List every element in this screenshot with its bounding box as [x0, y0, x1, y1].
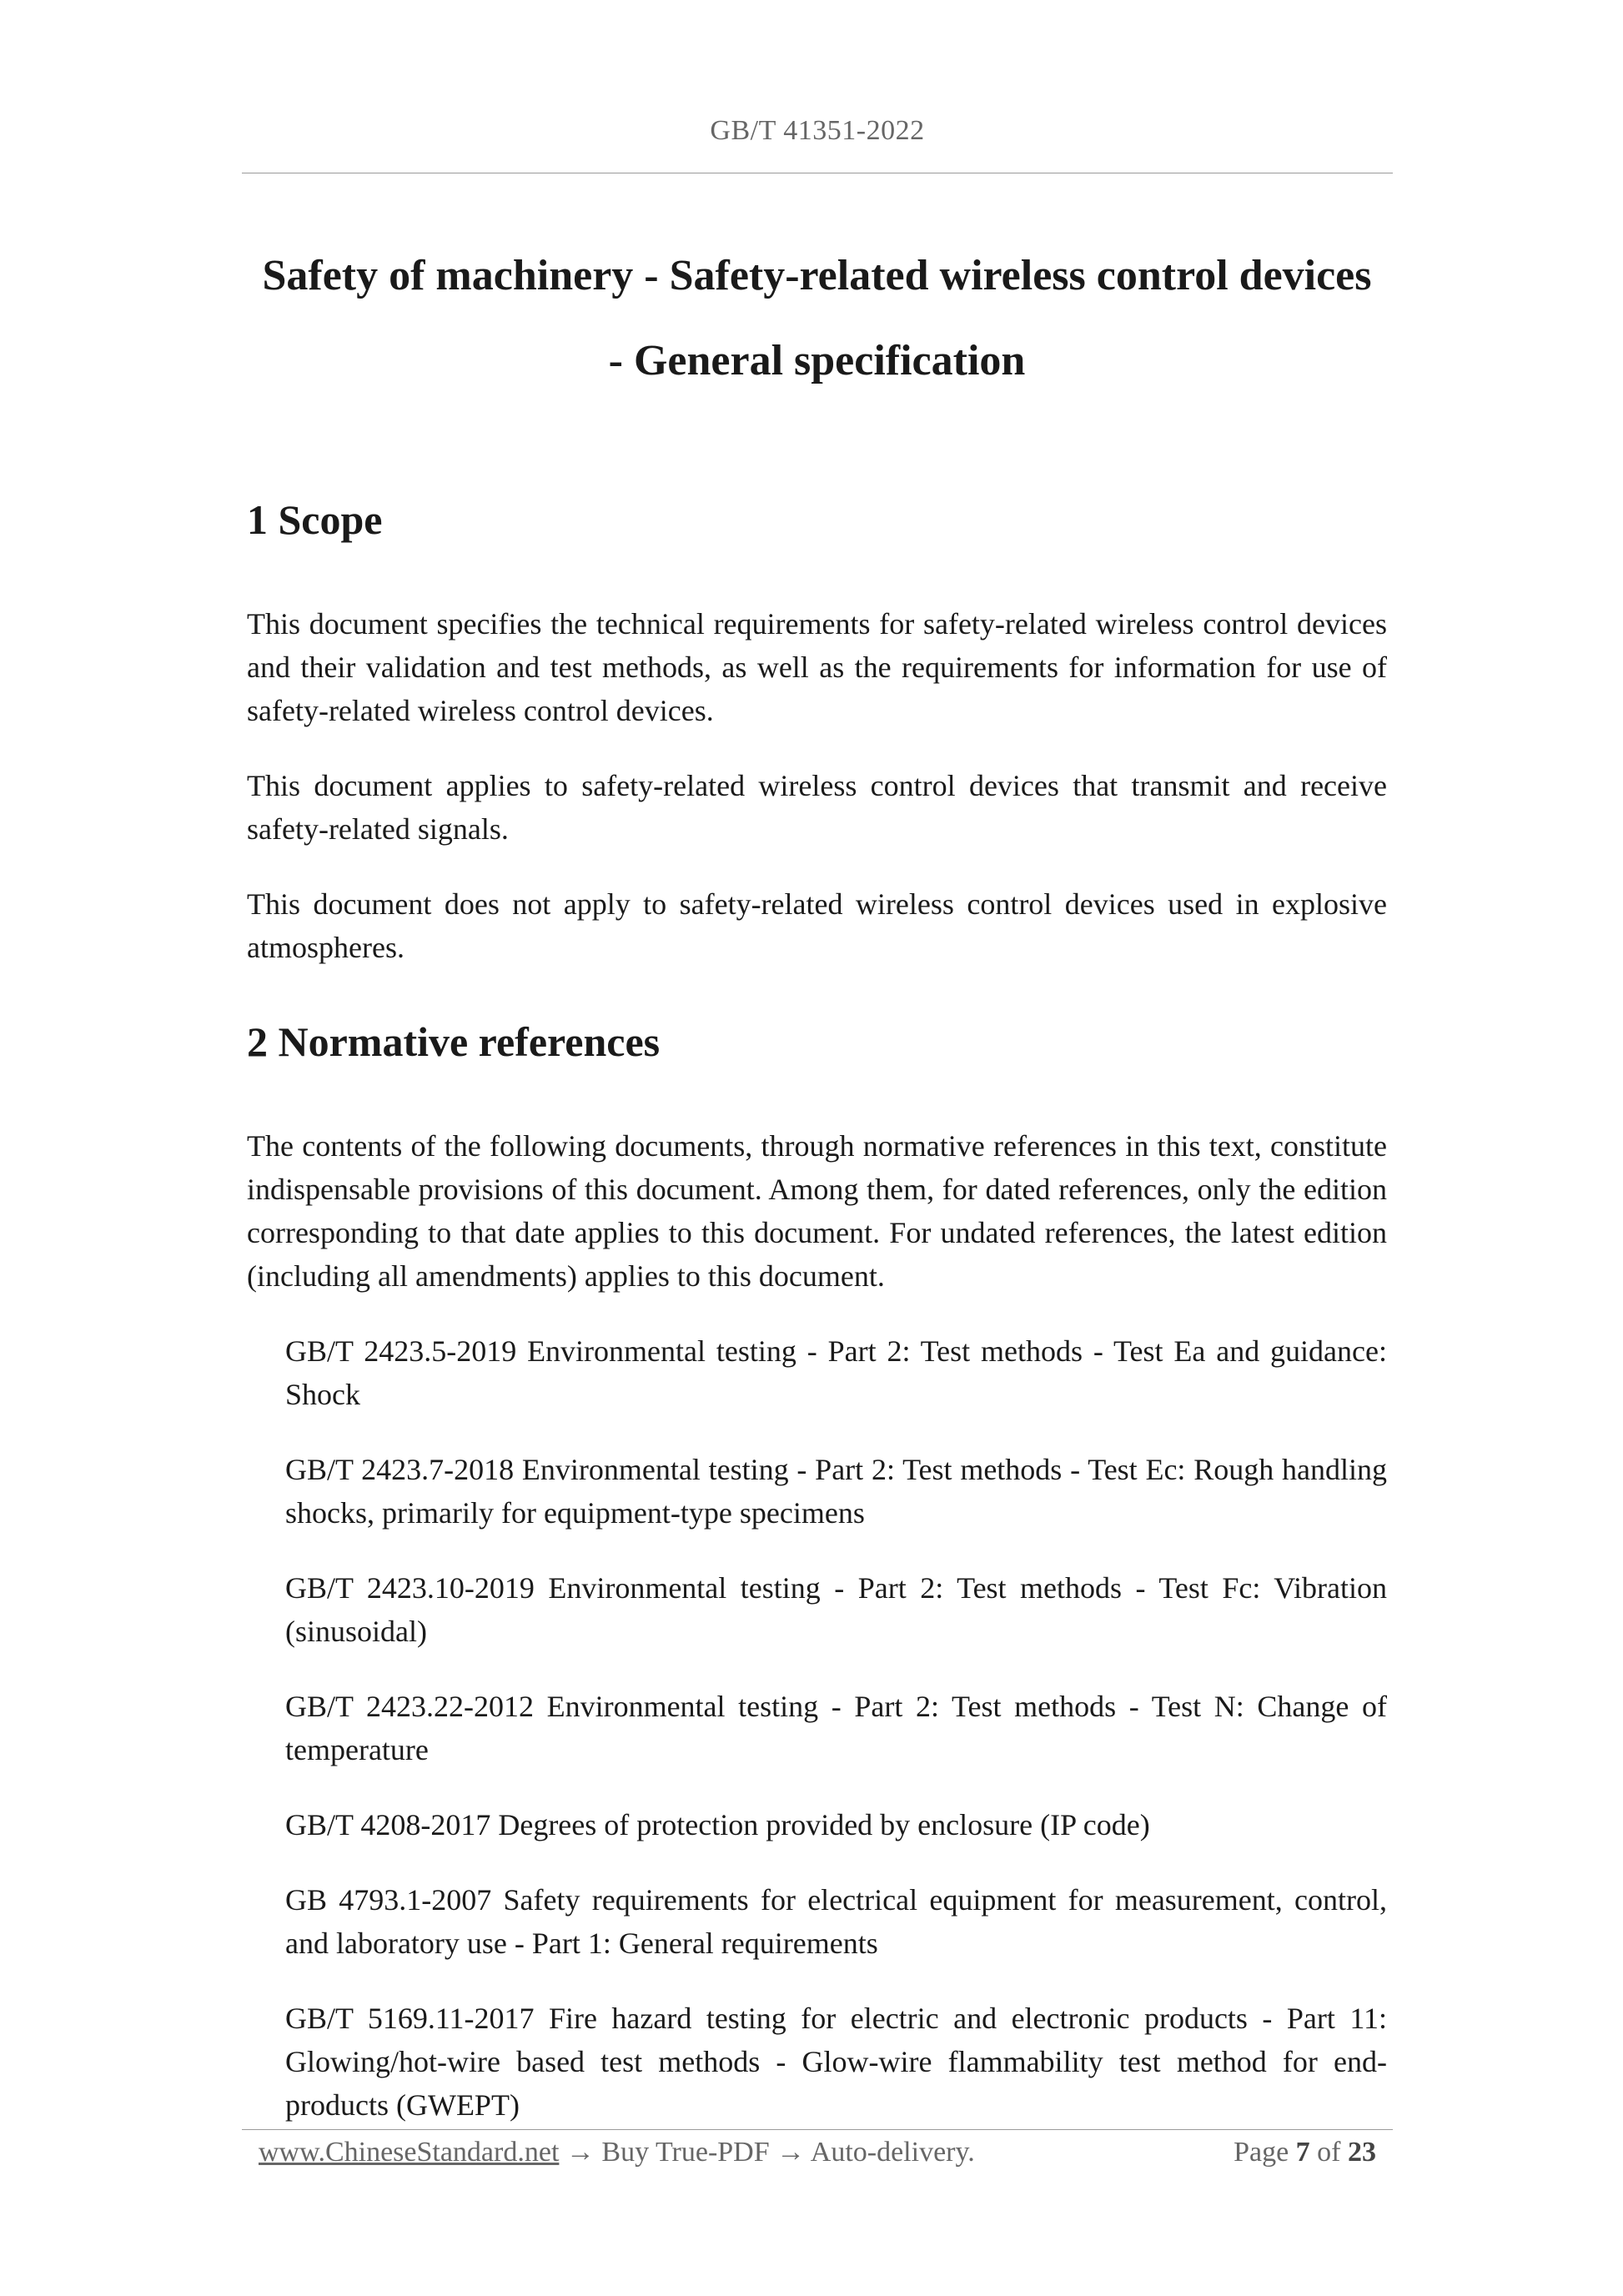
reference-item: GB/T 4208-2017 Degrees of protection provided by enclosure (IP code)	[285, 1808, 1150, 1841]
reference-item: GB/T 2423.7-2018 Environmental testing - Part 2: Test methods - Test Ec: Rough handling shocks, primarily for equipment-type specimens	[285, 1453, 1387, 1530]
reference-list	[285, 1329, 1387, 2127]
reference-item: GB/T 2423.5-2019 Environmental testing - Part 2: Test methods - Test Ea and guidance: Shock	[285, 1334, 1387, 1411]
reference-item: GB 4793.1-2007 Safety requirements for electrical equipment for measurement, control, and laboratory use - Part 1: General requirements	[285, 1883, 1387, 1960]
scope-paragraph-1: This document specifies the technical requirements for safety-related wireless control devices and their validation and test methods, as well as the requirements for information for use of safety-related wireless control devices.	[247, 607, 1387, 727]
page-content	[247, 234, 1387, 2158]
title-line-2: - General specification	[608, 337, 1026, 384]
normative-intro-paragraph: The contents of the following documents, through normative references in this text, constitute indispensable provisions of this document. Among them, for dated references, only the edition corresponding to that date applies to this document. For undated references, the latest edition (including all amendments) applies to this document.	[247, 1129, 1387, 1293]
scope-paragraph-3: This document does not apply to safety-related wireless control devices used in explosive atmospheres.	[247, 887, 1387, 964]
scope-paragraph-2: This document applies to safety-related wireless control devices that transmit and receive safety-related signals.	[247, 769, 1387, 846]
page-total: 23	[1348, 2137, 1376, 2168]
section-heading-scope: 1 Scope	[247, 496, 383, 543]
page-current: 7	[1295, 2137, 1310, 2168]
section-heading-normative-references: 2 Normative references	[247, 1018, 661, 1065]
footer-divider	[242, 2129, 1393, 2130]
page-number	[1234, 2137, 1376, 2168]
header-doc-number: GB/T 41351-2022	[710, 115, 925, 146]
page-label: Page	[1234, 2137, 1289, 2168]
running-header	[242, 115, 1393, 147]
arrow-right-icon: →	[565, 2137, 595, 2168]
arrow-right-icon: →	[776, 2137, 806, 2168]
page-of-label: of	[1317, 2137, 1341, 2168]
reference-item: GB/T 2423.10-2019 Environmental testing - Part 2: Test methods - Test Fc: Vibration (sinusoidal)	[285, 1571, 1387, 1648]
document-title	[247, 234, 1387, 404]
title-line-1: Safety of machinery - Safety-related wireless control devices	[262, 252, 1372, 299]
page-footer	[259, 2137, 1376, 2168]
footer-delivery-text: Auto-delivery.	[810, 2137, 975, 2168]
footer-promo	[259, 2137, 975, 2168]
reference-item: GB/T 2423.22-2012 Environmental testing - Part 2: Test methods - Test N: Change of temperature	[285, 1690, 1387, 1766]
footer-buy-text: Buy True-PDF	[601, 2137, 770, 2168]
footer-site-link[interactable]: www.ChineseStandard.net	[259, 2137, 560, 2168]
reference-item: GB/T 5169.11-2017 Fire hazard testing for electric and electronic products - Part 11: Glowing/hot-wire based test methods - Glow-wire flammability test method for end-products (GWEPT)	[285, 2002, 1387, 2122]
